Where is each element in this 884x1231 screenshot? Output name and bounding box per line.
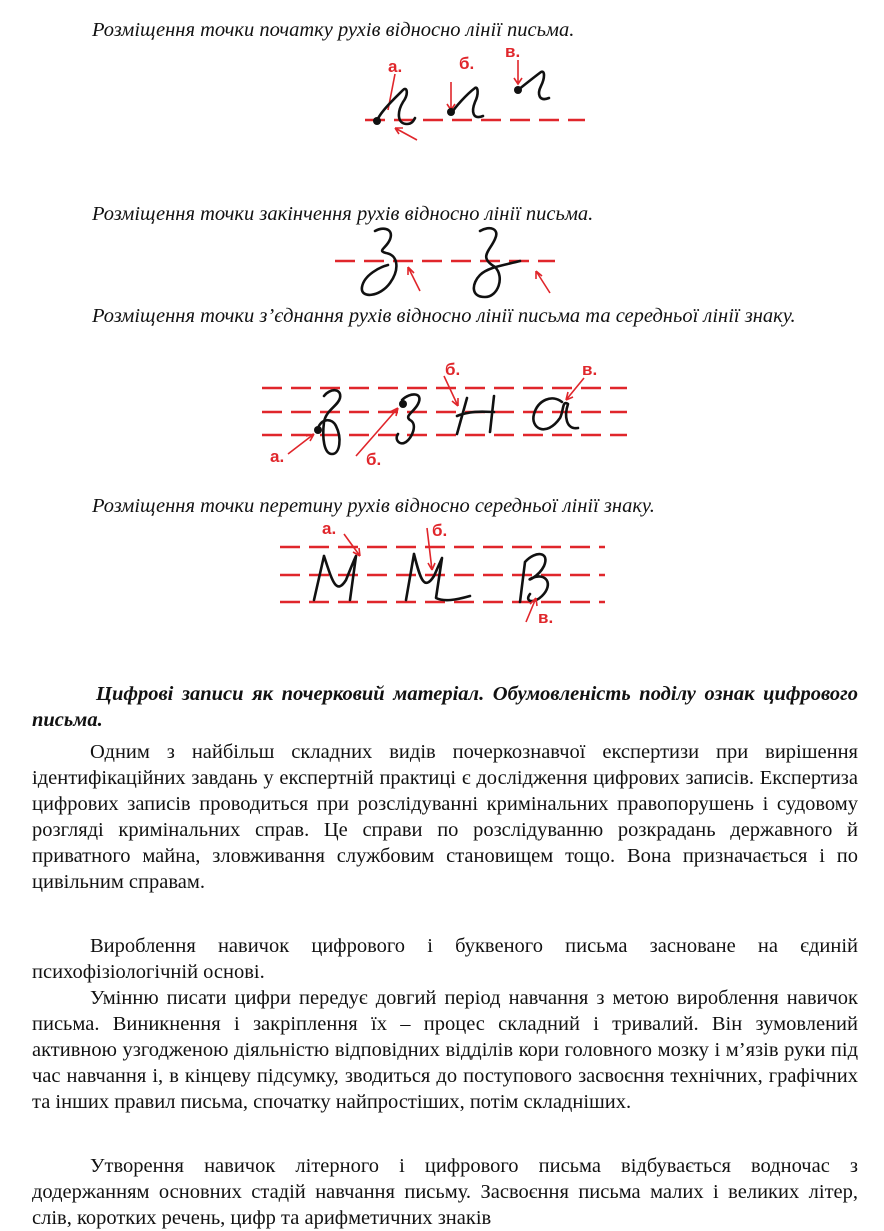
figure-1-arrow-a2 [395,128,417,140]
figure-3-dot-a [314,426,322,434]
figure-1-label-a: а. [388,57,403,76]
figure-3-label-a: а. [270,447,285,466]
figure-1-illustration [355,42,595,152]
figure-4-label-a: а. [322,519,337,538]
figure-3-dot-b [399,400,407,408]
figure-3-label-b-top: б. [445,360,461,379]
paragraph-2: Вироблення навичок цифрового і буквеного письма засноване на єдиній психофізіологічній основі. [32,935,858,983]
figure-1-caption: Розміщення точки початку рухів відносно лінії письма. [92,19,575,41]
figure-4-letter-1 [314,556,356,600]
figure-3-illustration [262,358,632,468]
figure-3-label-c: в. [582,360,598,379]
figure-1-start-dot-1 [373,117,381,125]
figure-2-caption: Розміщення точки закінчення рухів відносно лінії письма. [92,203,594,225]
figure-1-start-dot-3 [514,86,522,94]
figure-1-letter-3 [518,72,549,99]
figure-4-caption: Розміщення точки перетину рухів відносно середньої лінії знаку. [92,495,655,517]
figure-1-letter-2 [451,88,483,117]
figure-3-arrow-b [356,408,398,456]
figure-4-letter-2 [406,554,470,600]
section-heading: Цифрові записи як почерковий матеріал. Обумовленість поділу ознак цифрового письма. [32,683,858,731]
figure-1-label-c: в. [505,42,521,61]
figure-4-letter-3 [520,554,548,602]
figure-2-letter-2 [474,228,520,297]
figure-4-label-b: б. [432,521,448,540]
figure-1-arrow-b [447,82,455,110]
figure-3-letter-d [318,390,340,454]
figure-2-illustration [330,223,570,311]
figure-3-arrow-b-top [444,376,458,406]
figure-4-arrow-a [344,534,360,556]
figure-1-start-dot-2 [447,108,455,116]
figure-2-arrow-1 [408,267,420,291]
figure-1-label-b: б. [459,54,475,73]
figure-3-letter-n [457,396,494,434]
paragraph-3: Умінню писати цифри передує довгий період навчання з метою вироблення навичок письма. Виникнення і закріплення їх – процес складний і тривалий. Він зумовлений активною узгодженою діяльністю відповідних відділів кори головного мозку і м’язів руки під час навчання і, в кінцеву підсумку, зводиться до поступового засвоєння технічних, графічних та інших правил письма, спочатку найпростіших, потім складніших. [32,987,858,1113]
figure-3-arrow-a [288,434,314,454]
figure-2-arrow-2 [536,271,550,293]
figure-3-caption: Розміщення точки з’єднання рухів відносно лінії письма та середньої лінії знаку. [92,305,796,327]
figure-4-illustration [280,520,610,628]
figure-3-label-b: б. [366,450,382,469]
figure-3-letter-a [533,398,578,429]
figure-4-label-c: в. [538,608,554,627]
paragraph-4: Утворення навичок літерного і цифрового письма відбувається водночас з додержанням основних стадій навчання письму. Засвоєння письма малих і великих літер, слів, коротких речень, цифр та арифметичних знаків [32,1155,858,1229]
paragraph-1: Одним з найбільш складних видів почеркознавчої експертизи при вирішення ідентифікаційних завдань у експертній практиці є дослідження цифрових записів. Експертиза цифрових записів проводиться при розслідуванні кримінальних правопорушень і судовому розгляді кримінальних справ. Це справи по розслідуванню розкрадань державного й приватного майна, зловживання службовим становищем тощо. Вона призначається і по цивільним справам. [32,741,858,893]
figure-1-arrow-c [514,60,522,84]
